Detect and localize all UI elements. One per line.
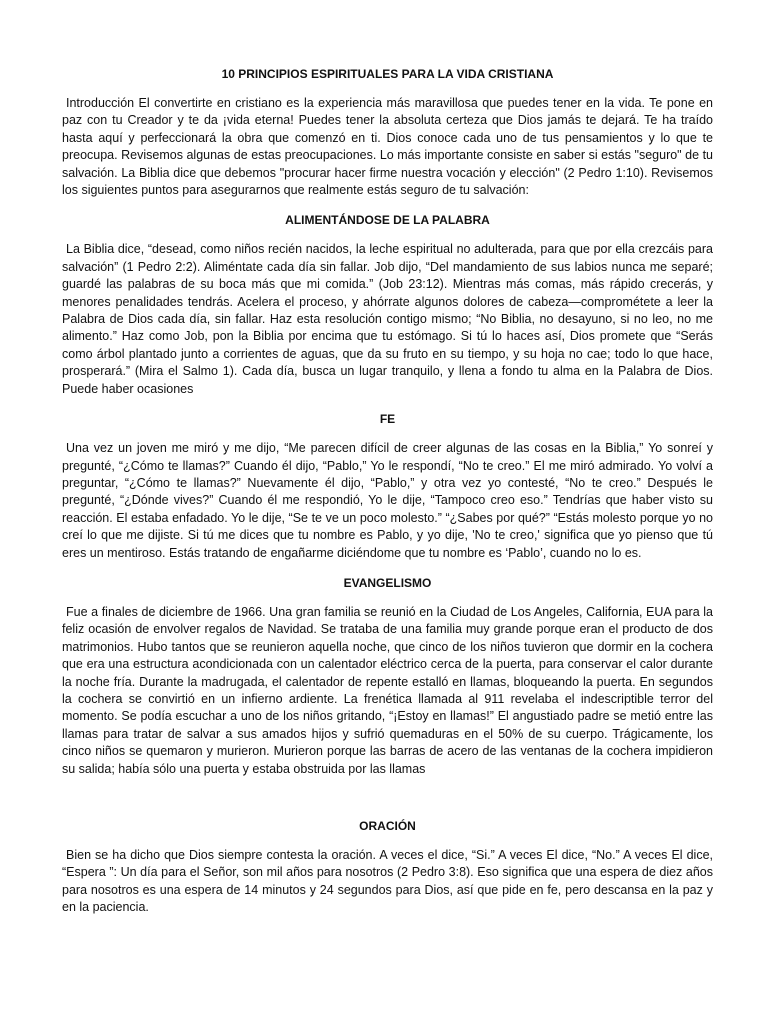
- document-page: [62, 66, 713, 917]
- section-heading-oracion: ORACIÓN: [359, 819, 416, 833]
- section-body-evangelismo: Fue a finales de diciembre de 1966. Una gran familia se reunió en la Ciudad de Los Angeles, California, EUA para la feliz ocasión de envolver regalos de Navidad. Se trataba de una familia muy grande porque eran el producto de dos matrimonios. Hubo tantos que se reunieron aquella noche, que cinco de los niños tuvieron que dormir en la cochera que era una estructura acondicionada con un calentador eléctrico cerca de la puerta, para conservar el calor durante la noche fría. Durante la madrugada, el calentador de repente estalló en llamas, bloqueando la puerta. En segundos la cochera se convirtió en un infierno ardiente. La frenética llamada al 911 revelaba el indescriptible terror del momento. Se podía escuchar a uno de los niños gritando, “¡Estoy en llamas!” El angustiado padre se metió entre las llamas para tratar de salvar a sus amados hijos y sufrió quemaduras en el 50% de su cuerpo. Trágicamente, los cinco niños se quemaron y murieron. Murieron porque las barras de acero de las ventanas de la cochera impidieron su salida; había sólo una puerta y estaba obstruida por las llamas: [62, 604, 713, 776]
- section-body-alimentandose: La Biblia dice, “desead, como niños recién nacidos, la leche espiritual no adulterada, para que por ella crezcáis para salvación” (1 Pedro 2:2). Aliméntate cada día sin fallar. Job dijo, “Del mandamiento de sus labios nunca me separé; guardé las palabras de su boca más que mi comida.” (Job 23:12). Mientras más comas, más rápido crecerás, y menores penalidades tendrás. Acelera el proceso, y ahórrate algunos dolores de cabeza—comprométete a leer la Palabra de Dios cada día, sin fallar. Haz esta resolución contigo mismo; “No Biblia, no desayuno, si no leo, no me alimento.” Haz como Job, pon la Biblia por encima que tu estómago. Si tú lo haces así, Dios promete que “Serás como árbol plantado junto a corrientes de aguas, que da su fruto en su tiempo, y su hoja no cae; todo lo que hace, prosperará.” (Mira el Salmo 1). Cada día, busca un lugar tranquilo, y llena a fondo tu alma en la Palabra de Dios. Puede haber ocasiones: [62, 242, 713, 396]
- intro-paragraph: Introducción El convertirte en cristiano es la experiencia más maravillosa que puedes tener en la vida. Te pone en paz con tu Creador y te da ¡vida eterna! Puedes tener la absoluta certeza que Dios jamás te dejará. Te ha traído hasta aquí y perfeccionará la obra que comenzó en ti. Dios conoce cada uno de tus pensamientos y lo que te preocupa. Revisemos algunas de estas preocupaciones. Lo más importante consiste en saber si estás "seguro" de tu salvación. La Biblia dice que debemos "procurar hacer firme nuestra vocación y elección" (2 Pedro 1:10). Revisemos los siguientes puntos para asegurarnos que realmente estás seguro de tu salvación:: [62, 96, 713, 198]
- section-body-oracion: Bien se ha dicho que Dios siempre contesta la oración. A veces el dice, “Si.” A veces El dice, “No.” A veces El dice, “Espera ”: Un día para el Señor, son mil años para nosotros (2 Pedro 3:8). Eso significa que una espera de diez años para nosotros es una espera de 14 minutos y 24 segundos para Dios, así que pide en fe, pero descansa en la paz y en la paciencia.: [62, 848, 713, 915]
- section-heading-alimentandose: ALIMENTÁNDOSE DE LA PALABRA: [285, 213, 490, 228]
- section-heading-evangelismo: EVANGELISMO: [343, 575, 432, 590]
- section-heading-fe: FE: [379, 412, 396, 427]
- document-title: 10 PRINCIPIOS ESPIRITUALES PARA LA VIDA CRISTIANA: [221, 67, 554, 81]
- section-body-fe: Una vez un joven me miró y me dijo, “Me parecen difícil de creer algunas de las cosas en la Biblia,” Yo sonreí y pregunté, “¿Cómo te llamas?” Cuando él dijo, “Pablo,” Yo le respondí, “No te creo.” El me miró admirado. Yo volví a preguntar, “¿Cómo te llamas?” Nuevamente él dijo, “Pablo,” y otra vez yo contesté, “No te creo.” Después le pregunté, “¿Dónde vives?” Cuando él me respondió, Yo le dije, “Tampoco creo eso.” Tendrías que haber visto su reacción. El estaba enfadado. Yo le dije, “Se te ve un poco molesto.” “¿Sabes por qué?” “Estás molesto porque yo no creí lo que me dijiste. Si tú me dices que tu nombre es Pablo, y yo dije, 'No te creo,' significa que yo pienso que tú eres un mentiroso. Estás tratando de engañarme diciéndome que tu nombre es ‘Pablo’, cuando no lo es.: [62, 441, 713, 560]
